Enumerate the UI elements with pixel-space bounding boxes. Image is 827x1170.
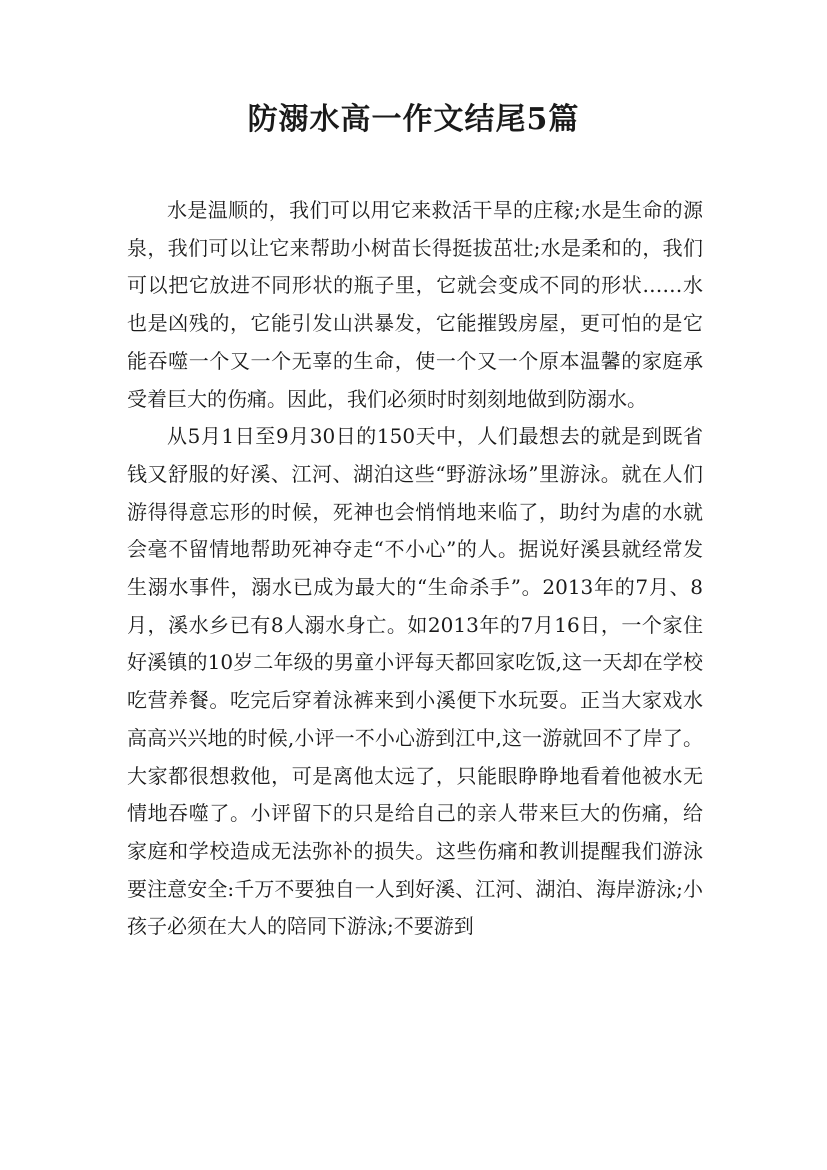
document-body [127, 192, 703, 946]
paragraph: 从5月1日至9月30日的150天中，人们最想去的就是到既省钱又舒服的好溪、江河、湖泊这些“野游泳场”里游泳。就在人们游得得意忘形的时候，死神也会悄悄地来临了，助纣为虐的水就会毫不留情地帮助死神夺走“不小心”的人。据说好溪县就经常发生溺水事件，溺水已成为最大的“生命杀手”。2013年的7月、8月，溪水乡已有8人溺水身亡。如2013年的7月16日，一个家住好溪镇的10岁二年级的男童小评每天都回家吃饭,这一天却在学校吃营养餐。吃完后穿着泳裤来到小溪便下水玩耍。正当大家戏水高高兴兴地的时候,小评一不小心游到江中,这一游就回不了岸了。大家都很想救他，可是离他太远了，只能眼睁睁地看着他被水无情地吞噬了。小评留下的只是给自己的亲人带来巨大的伤痛，给家庭和学校造成无法弥补的损失。这些伤痛和教训提醒我们游泳要注意安全:千万不要独自一人到好溪、江河、湖泊、海岸游泳;小孩子必须在大人的陪同下游泳;不要游到 [127, 424, 703, 939]
paragraph: 水是温顺的，我们可以用它来救活干旱的庄稼;水是生命的源泉，我们可以让它来帮助小树苗长得挺拔茁壮;水是柔和的，我们可以把它放进不同形状的瓶子里，它就会变成不同的形状……水也是凶残的，它能引发山洪暴发，它能摧毁房屋，更可怕的是它能吞噬一个又一个无辜的生命，使一个又一个原本温馨的家庭承受着巨大的伤痛。因此，我们必须时时刻刻地做到防溺水。 [127, 198, 703, 411]
document-title: 防溺水高一作文结尾5篇 [247, 102, 580, 137]
